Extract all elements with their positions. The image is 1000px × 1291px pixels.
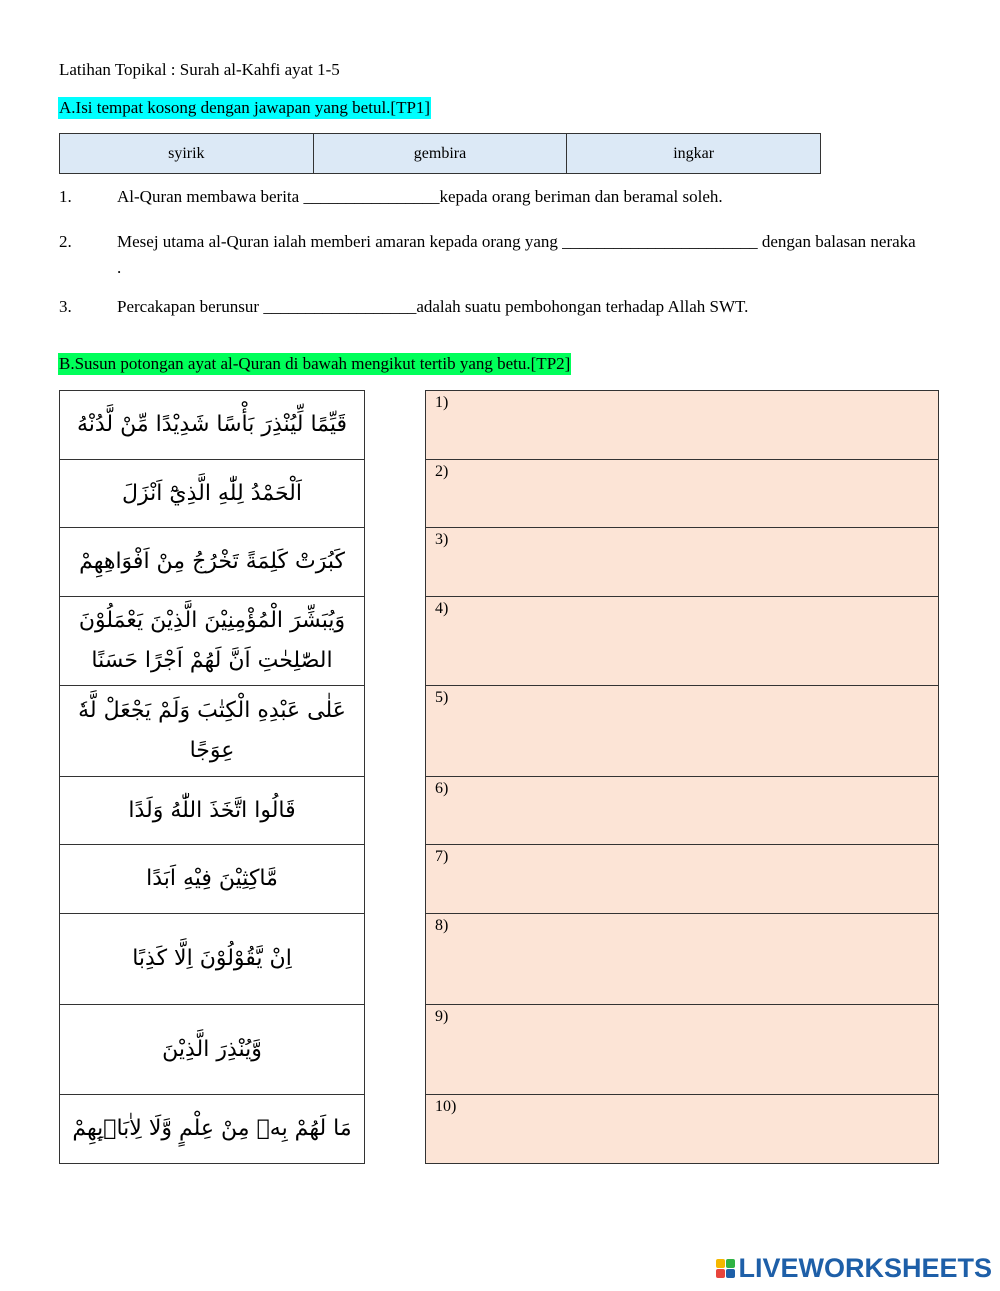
ayat-piece[interactable]: مَا لَهُمْ بِهٖ مِنْ عِلْمٍ وَّلَا لِاٰبَاۤىِٕهِمْ — [72, 1116, 352, 1141]
ayat-piece[interactable]: اَلْحَمْدُ لِلّٰهِ الَّذِيْٓ اَنْزَلَ — [60, 460, 364, 528]
question-text[interactable]: Mesej utama al-Quran ialah memberi amaran kepada orang yang _______________________ dengan balasan neraka . — [117, 232, 916, 277]
answer-slot-label: 10) — [435, 1098, 457, 1115]
answer-slot[interactable] — [426, 597, 938, 686]
ayat-piece[interactable]: اِنْ يَّقُوْلُوْنَ اِلَّا كَذِبًا — [60, 914, 364, 1005]
answer-slot[interactable] — [426, 914, 938, 1005]
liveworksheets-logo — [716, 1253, 992, 1284]
word-bank-item: ingkar — [673, 144, 715, 162]
logo-text: LIVEWORKSHEETS — [738, 1253, 992, 1283]
ayat-piece[interactable]: وَّيُنْذِرَ الَّذِيْنَ — [60, 1005, 364, 1095]
question-text[interactable]: Al-Quran membawa berita ________________kepada orang beriman dan beramal soleh. — [117, 187, 723, 206]
answer-slot[interactable] — [426, 1095, 938, 1163]
answer-slot-label: 4) — [435, 600, 449, 617]
question-text[interactable]: Percakapan berunsur __________________adalah suatu pembohongan terhadap Allah SWT. — [117, 297, 749, 316]
ayat-piece[interactable]: عَلٰى عَبْدِهِ الْكِتٰبَ وَلَمْ يَجْعَلْ لَّهٗ عِوَجًا — [60, 686, 364, 777]
question-1 — [59, 184, 919, 210]
section-a-heading: A.Isi tempat kosong dengan jawapan yang betul.[TP1] — [59, 98, 431, 117]
word-bank-item: syirik — [60, 134, 314, 173]
ayat-piece[interactable]: كَبُرَتْ كَلِمَةً تَخْرُجُ مِنْ اَفْوَاهِهِمْ — [60, 528, 364, 597]
answer-slot-label: 6) — [435, 780, 449, 797]
answer-slot-label: 8) — [435, 917, 449, 934]
ayat-pieces-table — [59, 390, 365, 1164]
answer-slot[interactable] — [426, 686, 938, 777]
answer-slot-label: 5) — [435, 689, 449, 706]
question-2 — [59, 229, 919, 281]
answer-slot[interactable] — [426, 528, 938, 597]
answer-slot-label: 9) — [435, 1008, 449, 1025]
question-number: 3. — [59, 297, 72, 316]
answer-slot-label: 3) — [435, 531, 449, 548]
answer-slot-label: 1) — [435, 394, 449, 411]
answer-slot[interactable] — [426, 777, 938, 845]
ayat-piece[interactable]: وَيُبَشِّرَ الْمُؤْمِنِيْنَ الَّذِيْنَ يَعْمَلُوْنَ الصّٰلِحٰتِ اَنَّ لَهُمْ اَجْرًا حَسَنًا — [60, 597, 364, 686]
ayat-piece[interactable]: قَالُوا اتَّخَذَ اللّٰهُ وَلَدًا — [60, 777, 364, 845]
answer-slot[interactable] — [426, 845, 938, 914]
answer-slot-label: 2) — [435, 463, 449, 480]
ayat-piece[interactable]: قَيِّمًا لِّيُنْذِرَ بَأْسًا شَدِيْدًا مِّنْ لَّدُنْهُ — [60, 391, 364, 460]
ayat-piece[interactable]: مَّاكِثِيْنَ فِيْهِ اَبَدًا — [60, 845, 364, 914]
word-bank — [59, 133, 821, 174]
answer-table — [425, 390, 939, 1164]
question-number: 1. — [59, 187, 72, 206]
worksheet-title: Latihan Topikal : Surah al-Kahfi ayat 1-5 — [59, 60, 340, 79]
section-b-heading: B.Susun potongan ayat al-Quran di bawah mengikut tertib yang betu.[TP2] — [59, 354, 571, 373]
answer-slot[interactable] — [426, 391, 938, 460]
word-bank-item: gembira — [314, 134, 568, 173]
answer-slot[interactable] — [426, 460, 938, 528]
logo-mark-icon — [716, 1259, 735, 1278]
question-3 — [59, 294, 919, 320]
answer-slot-label: 7) — [435, 848, 449, 865]
question-number: 2. — [59, 232, 72, 251]
answer-slot[interactable] — [426, 1005, 938, 1095]
